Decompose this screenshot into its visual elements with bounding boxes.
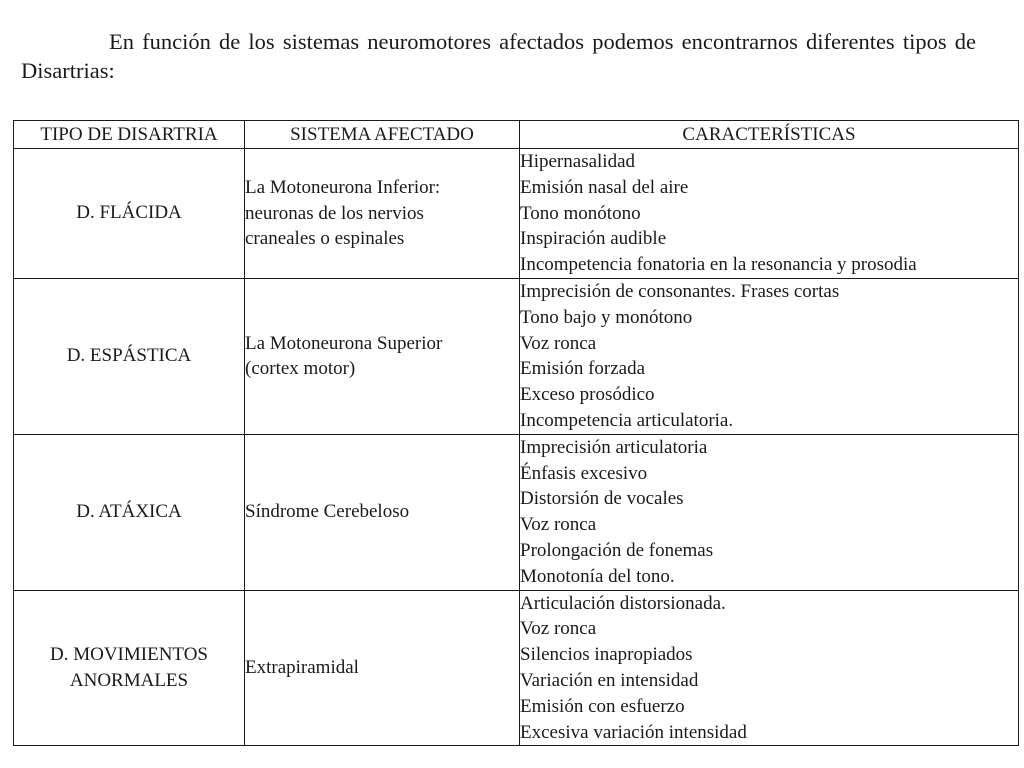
sistema-line: La Motoneurona Superior (245, 332, 443, 354)
table-row (14, 149, 1019, 279)
sistema-line: Síndrome Cerebeloso (245, 501, 410, 523)
header-caracteristicas: CARACTERÍSTICAS (520, 121, 1019, 149)
tipo-line: D. MOVIMIENTOS (50, 643, 208, 665)
sistema-line: Extrapiramidal (245, 657, 359, 679)
caracteristica-item: Imprecisión de consonantes. Frases cortas (520, 280, 840, 302)
caracteristica-item: Voz ronca (520, 332, 597, 354)
tipo-line: D. FLÁCIDA (76, 202, 182, 224)
caracteristica-item: Emisión forzada (520, 358, 646, 380)
tipo-cell (14, 149, 245, 279)
caracteristicas-cell (520, 278, 1019, 434)
caracteristica-item: Tono bajo y monótono (520, 306, 693, 328)
caracteristica-item: Silencios inapropiados (520, 644, 693, 666)
sistema-line: (cortex motor) (245, 358, 356, 380)
sistema-cell (245, 278, 520, 434)
caracteristicas-cell (520, 590, 1019, 746)
header-tipo: TIPO DE DISARTRIA (14, 121, 245, 149)
caracteristica-item: Inspiración audible (520, 228, 667, 250)
table-row (14, 434, 1019, 590)
dysarthria-table (13, 120, 1019, 746)
caracteristica-item: Distorsión de vocales (520, 488, 684, 510)
caracteristica-item: Hipernasalidad (520, 151, 636, 172)
caracteristica-item: Emisión con esfuerzo (520, 695, 685, 717)
tipo-line: D. ATÁXICA (76, 501, 182, 523)
caracteristica-item: Incompetencia fonatoria en la resonancia y prosodia (520, 254, 917, 276)
caracteristica-item: Excesiva variación intensidad (520, 721, 747, 743)
caracteristica-item: Tono monótono (520, 202, 641, 224)
caracteristica-item: Voz ronca (520, 514, 597, 536)
tipo-cell (14, 278, 245, 434)
caracteristica-item: Exceso prosódico (520, 384, 655, 406)
sistema-line: craneales o espinales (245, 228, 405, 250)
sistema-cell (245, 434, 520, 590)
sistema-cell (245, 590, 520, 746)
caracteristica-item: Incompetencia articulatoria. (520, 409, 734, 431)
caracteristica-item: Imprecisión articulatoria (520, 436, 708, 458)
caracteristica-item: Articulación distorsionada. (520, 592, 726, 614)
caracteristica-item: Variación en intensidad (520, 669, 699, 691)
caracteristica-item: Voz ronca (520, 618, 597, 640)
tipo-cell (14, 590, 245, 746)
tipo-cell (14, 434, 245, 590)
caracteristica-item: Monotonía del tono. (520, 565, 675, 587)
caracteristica-item: Emisión nasal del aire (520, 176, 689, 198)
sistema-line: La Motoneurona Inferior: (245, 177, 441, 199)
tipo-line: ANORMALES (69, 669, 189, 691)
caracteristicas-cell (520, 149, 1019, 279)
sistema-line: neuronas de los nervios (245, 202, 424, 224)
sistema-cell (245, 149, 520, 279)
table-row (14, 590, 1019, 746)
header-sistema: SISTEMA AFECTADO (245, 121, 520, 149)
caracteristica-item: Prolongación de fonemas (520, 539, 714, 561)
table-row (14, 278, 1019, 434)
tipo-line: D. ESPÁSTICA (66, 345, 192, 367)
table-header-row (14, 121, 1019, 149)
caracteristicas-cell (520, 434, 1019, 590)
caracteristica-item: Énfasis excesivo (520, 462, 648, 484)
intro-paragraph: En función de los sistemas neuromotores afectados podemos encontrarnos diferentes tipos de Disartrias: (21, 29, 976, 83)
